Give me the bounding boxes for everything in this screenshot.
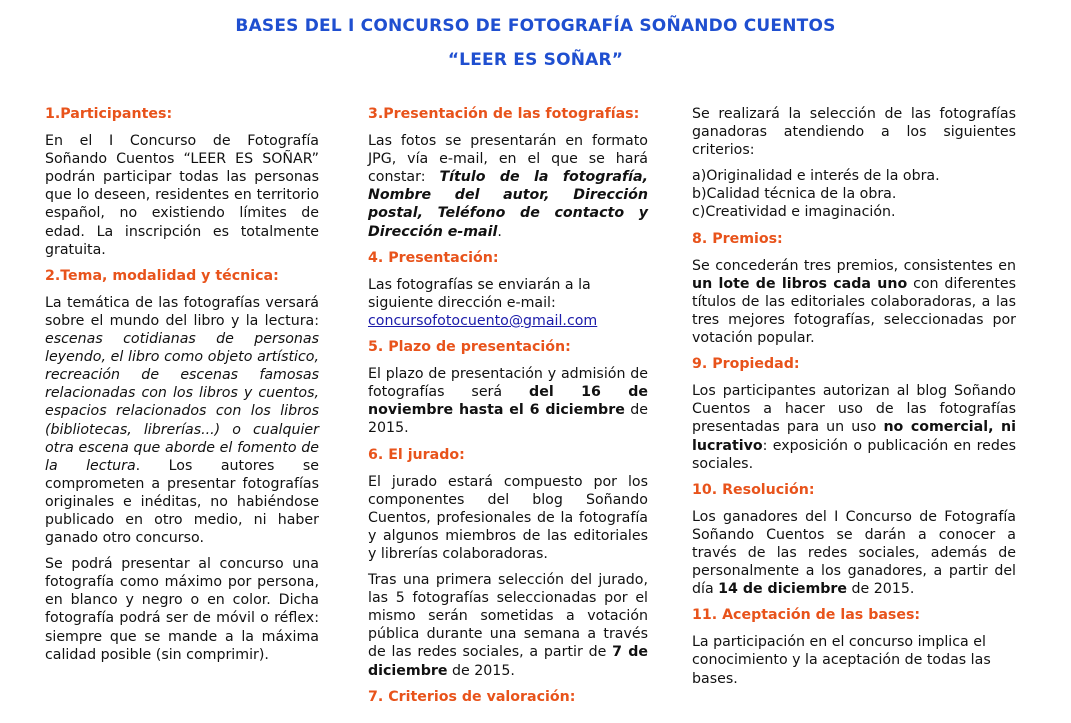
section-heading-presentacion: 4. Presentación:	[368, 249, 499, 266]
section-heading-jurado: 6. El jurado:	[368, 446, 465, 463]
contest-email-link[interactable]: concursofotocuento@gmail.com	[368, 312, 598, 329]
section-text-votacion: Tras una primera selección del jurado, las 5 fotografías seleccionadas por el mismo serán sometidas a votación pública durante una semana a través de las redes sociales, a partir de 7 de diciembre de 2015.	[368, 572, 648, 679]
votacion-date: 7 de diciembre	[368, 644, 648, 679]
section-text-presentacion-fotos: Las fotos se presentarán en formato JPG, vía e-mail, en el que se hará constar: Título de la fotografía, Nombre del autor, Dirección postal, Teléfono de contacto y Dirección e-mail.	[368, 133, 648, 240]
column-1	[45, 105, 319, 672]
section-text-participantes: En el I Concurso de Fotografía Soñando Cuentos “LEER ES SOÑAR” podrán participar todas las personas que lo deseen, residentes en territorio español, no existiendo límites de edad. La inscripción es totalmente gratuita.	[45, 133, 319, 258]
premio-lote: un lote de libros cada uno	[692, 275, 908, 292]
section-heading-aceptacion: 11. Aceptación de las bases:	[692, 607, 921, 624]
section-text-formato: Se podrá presentar al concurso una fotografía como máximo por persona, en blanco y negro o en color. Dicha fotografía podrá ser de móvil o réflex: siempre que se mande a la máxima calidad posible (sin comprimir).	[45, 556, 319, 663]
section-heading-plazo: 5. Plazo de presentación:	[368, 339, 571, 356]
document-title: BASES DEL I CONCURSO DE FOTOGRAFÍA SOÑANDO CUENTOS	[235, 16, 836, 36]
section-heading-premios: 8. Premios:	[692, 230, 783, 247]
resolucion-date: 14 de diciembre	[718, 581, 848, 598]
section-heading-propiedad: 9. Propiedad:	[692, 356, 800, 373]
section-text-tema: La temática de las fotografías versará sobre el mundo del libro y la lectura: escenas cotidianas de personas leyendo, el libro como objeto artístico, recreación de escenas famosas relacionadas con los libros y cuentos, espacios relacionados con los libros (bibliotecas, librerías...) o cualquier otra escena que aborde el fomento de la lectura. Los autores se comprometen a presentar fotografías originales e inéditas, no habiéndose publicado en otro medio, ni haber ganado otro concurso.	[45, 294, 319, 547]
section-text-criterios: Se realizará la selección de las fotografías ganadoras atendiendo a los siguientes criterios:	[692, 106, 1016, 159]
criteria-item: c)Creatividad e imaginación.	[692, 204, 896, 221]
section-text-propiedad: Los participantes autorizan al blog Soñando Cuentos a hacer uso de las fotografías presentadas para un uso no comercial, ni lucrativo: exposición o publicación en redes sociales.	[692, 383, 1016, 472]
uso-no-comercial: no comercial, ni lucrativo	[692, 419, 1016, 454]
section-heading-resolucion: 10. Resolución:	[692, 481, 815, 498]
criteria-item: a)Originalidad e interés de la obra.	[692, 168, 940, 185]
section-text-plazo: El plazo de presentación y admisión de fotografías será del 16 de noviembre hasta el 6 diciembre de 2015.	[368, 366, 648, 437]
document-subtitle: “LEER ES SOÑAR”	[447, 50, 624, 70]
section-heading-tema: 2.Tema, modalidad y técnica:	[45, 267, 279, 284]
tema-examples: escenas cotidianas de personas leyendo, el libro como objeto artístico, recreación de escenas famosas relacionadas con los libros y cuentos, espacios relacionados con los libros (bibliotecas, librerías...) o cualquier otra escena que aborde el fomento de la lectura	[45, 331, 319, 474]
section-text-presentacion: Las fotografías se enviarán a la siguiente dirección e-mail: concursofotocuento@gmail.com	[368, 276, 598, 329]
column-2	[368, 105, 648, 715]
section-text-aceptacion: La participación en el concurso implica el conocimiento y la aceptación de todas las bases.	[692, 634, 991, 687]
section-heading-criterios: 7. Criterios de valoración:	[368, 688, 576, 705]
section-text-resolucion: Los ganadores del I Concurso de Fotografía Soñando Cuentos se darán a conocer a través de las redes sociales, además de personalmente a los ganadores, a partir del día 14 de diciembre de 2015.	[692, 508, 1016, 598]
plazo-dates: del 16 de noviembre hasta el 6 diciembre	[368, 384, 648, 419]
criteria-item: b)Calidad técnica de la obra.	[692, 186, 897, 203]
section-heading-participantes: 1.Participantes:	[45, 106, 173, 122]
section-text-jurado: El jurado estará compuesto por los componentes del blog Soñando Cuentos, profesionales de la fotografía y algunos miembros de las editoriales y librerías colaboradoras.	[368, 473, 648, 562]
section-heading-presentacion-fotos: 3.Presentación de las fotografías:	[368, 106, 640, 122]
section-text-premios: Se concederán tres premios, consistentes en un lote de libros cada uno con diferentes títulos de las editoriales colaboradoras, a las tres mejores fotografías, seleccionadas por votación popular.	[692, 257, 1017, 347]
required-fields: Título de la fotografía, Nombre del autor, Dirección postal, Teléfono de contacto y Dirección e-mail	[368, 169, 648, 240]
column-3	[692, 105, 1016, 696]
